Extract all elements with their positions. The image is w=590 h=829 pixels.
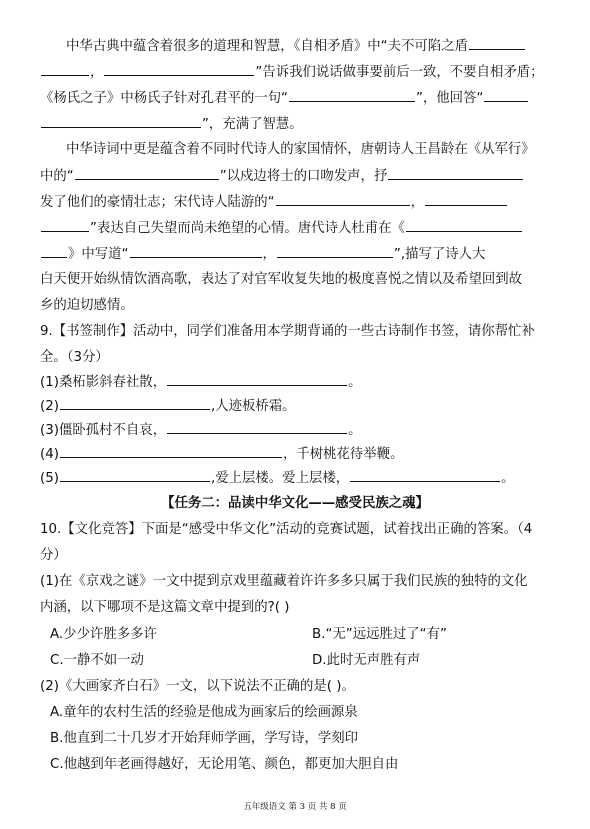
text: (5) [40, 471, 59, 486]
text: 》中写道“ [68, 247, 129, 262]
option-c[interactable]: C.一静不如一动 [50, 653, 144, 668]
text: 10.【文化竞答】下面是“感受中华文化”活动的竞赛试题，试着找出正确的答案。（4 [40, 522, 533, 537]
answer-blank[interactable] [406, 218, 522, 232]
text-line [40, 62, 544, 82]
option-a[interactable]: A.童年的农村生活的经验是他成为画家后的绘画源泉 [50, 705, 358, 720]
answer-blank[interactable] [60, 396, 210, 410]
question-10-prompt [40, 546, 67, 566]
text: 中的“ [40, 169, 74, 184]
text: 中华古典中蕴含着很多的道理和智慧，《自相矛盾》中“夫不可陷之盾 [66, 39, 468, 54]
answer-blank[interactable] [425, 192, 507, 206]
question-9-prompt [40, 348, 109, 368]
text: ”，充满了智慧。 [202, 117, 303, 132]
text: ”，他回答“ [415, 91, 484, 106]
text: 中华诗词中更是蕴含着不同时代诗人的家国情怀，唐朝诗人王昌龄在《从军行》 [66, 142, 535, 157]
text: 。 [501, 471, 515, 486]
answer-blank[interactable] [289, 88, 415, 102]
text-line [40, 114, 303, 134]
text: 白天便开始纵情饮酒高歌，表达了对官军收复失地的极度喜悦之情以及希望回到故 [40, 272, 523, 287]
sub-question-1 [40, 572, 528, 592]
text: ”告诉我们说话做事要前后一致，不要自相矛盾； [255, 65, 544, 80]
text-line [40, 270, 522, 290]
text: 《杨氏之子》中杨氏子针对孔君平的一句“ [40, 91, 288, 106]
question-9-prompt [40, 322, 535, 342]
page-footer: 五年级语文 第 3 页 共 8 页 [243, 802, 347, 812]
question-9-item-4 [40, 444, 403, 464]
option-d[interactable]: D.此时无声胜有声 [312, 653, 421, 668]
text-line [40, 192, 508, 212]
text: ”以戍边将士的口吻发声，抒 [219, 169, 388, 184]
question-9-item-5 [40, 468, 515, 488]
option-b[interactable]: B.“无”远远胜过了“有” [312, 627, 447, 642]
text: ， [262, 247, 276, 262]
text: (1)桑柘影斜春社散， [40, 375, 167, 390]
option-a[interactable]: A.少少许胜多多许 [50, 627, 157, 642]
sub-question-2 [40, 677, 355, 697]
answer-blank[interactable] [167, 420, 347, 434]
answer-blank[interactable] [167, 372, 347, 386]
text: 。 [348, 375, 362, 390]
answer-blank[interactable] [60, 468, 210, 482]
text-line [40, 88, 529, 108]
text: ， [90, 65, 104, 80]
answer-blank[interactable] [41, 218, 89, 232]
answer-blank[interactable] [484, 88, 528, 102]
answer-blank[interactable] [277, 244, 393, 258]
answer-blank[interactable] [350, 468, 500, 482]
text-line [40, 218, 523, 238]
task-heading: 【任务二：品读中华文化——感受民族之魂】 [161, 496, 429, 511]
answer-blank[interactable] [276, 192, 410, 206]
question-9-item-2 [40, 396, 296, 416]
answer-blank[interactable] [388, 166, 523, 180]
text: ”,描写了诗人大 [393, 247, 486, 262]
option-c[interactable]: C.他越到年老画得越好，无论用笔、颜色，都更加大胆自由 [50, 757, 399, 772]
option-b[interactable]: B.他直到二十几岁才开始拜师学画，学写诗，学刻印 [50, 731, 359, 746]
text: 9.【书签制作】活动中，同学们准备用本学期背诵的一些古诗制作书签，请你帮忙补 [40, 324, 535, 339]
text: 乡的迫切感情。 [40, 298, 134, 313]
question-10-prompt [40, 520, 532, 540]
text: ,人迹板桥霜。 [210, 399, 296, 414]
question-9-item-3 [40, 420, 361, 440]
text: 发了他们的豪情壮志；宋代诗人陆游的“ [40, 195, 275, 210]
text-line [66, 140, 535, 160]
text: 全。（3分） [40, 350, 109, 365]
text: ,爱上层楼。爱上层楼， [210, 471, 350, 486]
text: (4) [40, 447, 59, 462]
question-9-item-1 [40, 372, 361, 392]
text: (2)《大画家齐白石》一文，以下说法不正确的是( )。 [40, 679, 355, 694]
answer-blank[interactable] [469, 36, 525, 50]
answer-blank[interactable] [130, 244, 262, 258]
answer-blank[interactable] [41, 244, 67, 258]
text: 分） [40, 548, 67, 563]
answer-blank[interactable] [75, 166, 219, 180]
text: 。 [348, 423, 362, 438]
answer-blank[interactable] [41, 62, 89, 76]
text: (2) [40, 399, 59, 414]
text: (3)僵卧孤村不自哀， [40, 423, 167, 438]
text-line [40, 296, 134, 316]
text: ”表达自己失望而尚未绝望的心情。唐代诗人杜甫在《 [90, 221, 405, 236]
text-line [66, 36, 526, 56]
text: 内涵，以下哪项不是这篇文章中提到的?( ) [40, 600, 290, 615]
answer-blank[interactable] [41, 114, 201, 128]
text: (1)在《京戏之谜》一文中提到京戏里蕴藏着许许多多只属于我们民族的独特的文化 [40, 574, 528, 589]
text-line [40, 244, 485, 264]
sub-question-1 [40, 598, 289, 618]
text: ，千树桃花待举鞭。 [282, 447, 404, 462]
text: ， [410, 195, 424, 210]
answer-blank[interactable] [104, 62, 254, 76]
answer-blank[interactable] [60, 444, 282, 458]
text-line [40, 166, 524, 186]
